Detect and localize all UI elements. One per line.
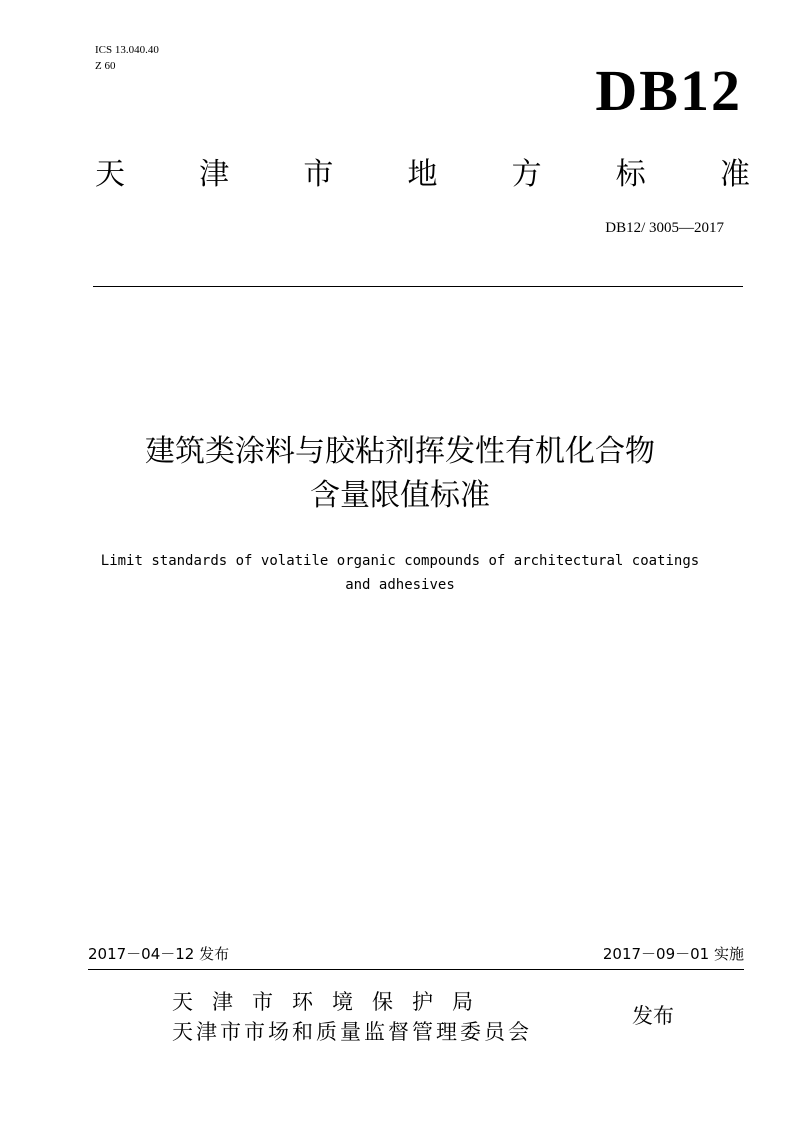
classification-codes [95,42,159,74]
region-char: 方 [511,157,542,192]
region-char: 标 [615,157,646,192]
issuer-environment-bureau: 天津市环境保护局 [172,990,492,1014]
top-divider [93,286,743,287]
release-date: 2017－04－12 发布 [88,945,230,963]
title-cn-line2: 含量限值标准 [310,478,490,513]
standard-category-heading [95,155,750,195]
effective-date: 2017－09－01 实施 [602,945,744,963]
document-title-english [0,549,800,597]
date-row [88,944,744,964]
region-char: 天 [95,157,125,192]
region-char: 地 [407,157,438,192]
title-en-line2: and adhesives [345,577,455,593]
standard-logo: DB12 [595,58,742,123]
publish-label: 发布 [632,1004,674,1028]
standard-number: DB12/ 3005—2017 [605,220,724,236]
title-en-line1: Limit standards of volatile organic compounds of architectural coatings [100,553,700,569]
region-char: 津 [199,157,230,192]
ics-code: ICS 13.040.40 [95,44,159,56]
ccs-code: Z 60 [95,60,116,72]
issuing-authorities [172,987,532,1047]
region-char: 市 [303,157,334,192]
region-char: 准 [719,157,750,192]
title-cn-line1: 建筑类涂料与胶粘剂挥发性有机化合物 [145,434,655,469]
document-title-chinese [0,430,800,518]
bottom-divider [88,969,744,970]
issuer-market-quality-committee: 天津市市场和质量监督管理委员会 [172,1020,532,1044]
